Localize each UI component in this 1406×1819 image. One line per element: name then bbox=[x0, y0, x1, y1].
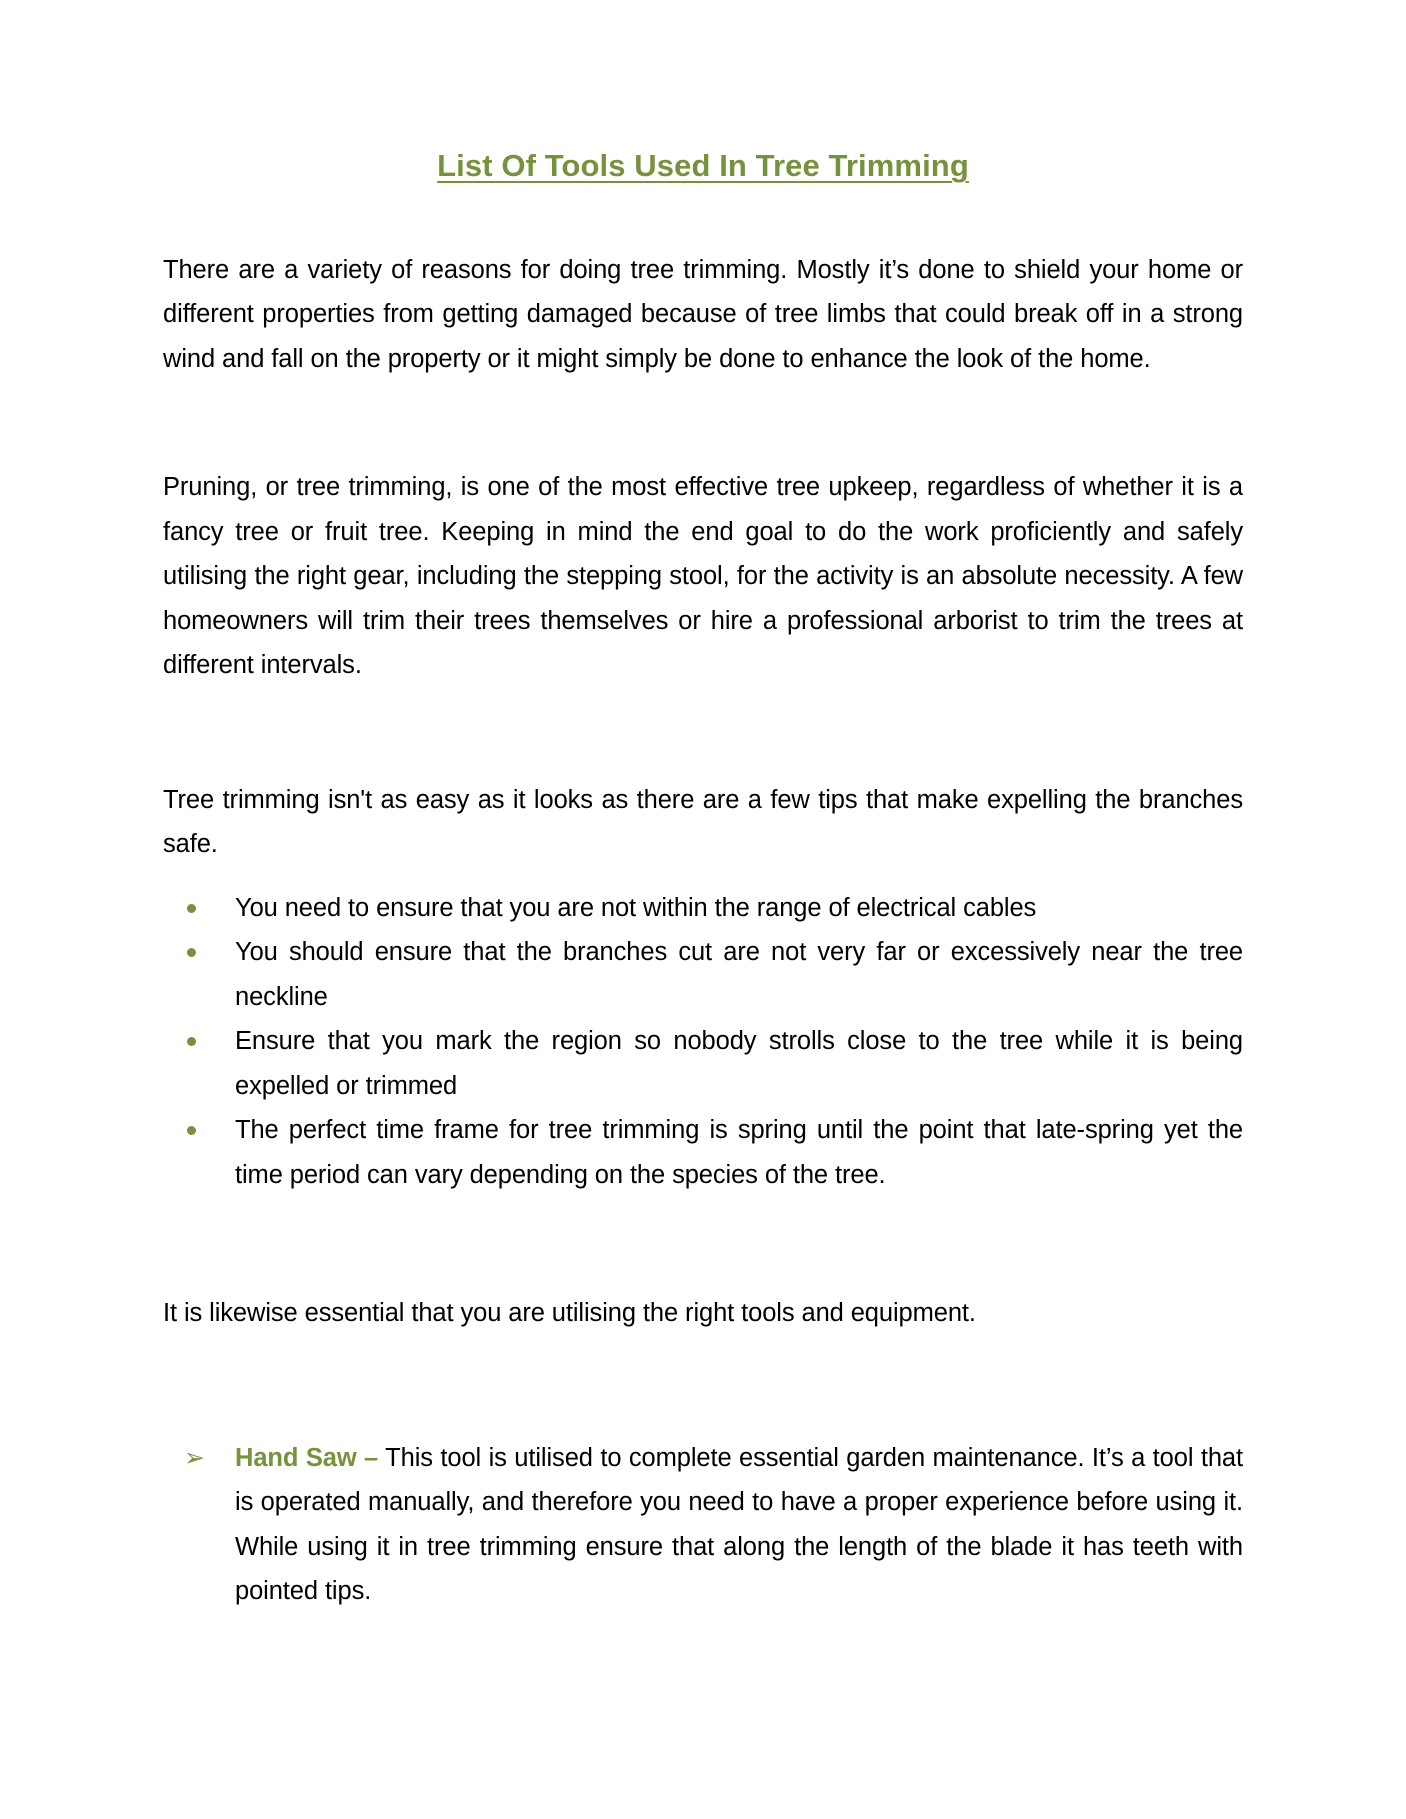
list-item bbox=[163, 930, 1243, 1019]
document-content bbox=[163, 0, 1243, 1614]
tools-arrow-list bbox=[163, 1436, 1243, 1614]
list-item-text: You need to ensure that you are not within the range of electrical cables bbox=[235, 893, 1037, 922]
page-title-text: List Of Tools Used In Tree Trimming bbox=[437, 148, 969, 183]
page-title bbox=[163, 0, 1243, 185]
bullet-dot-icon bbox=[187, 1126, 196, 1135]
paragraph-pruning: Pruning, or tree trimming, is one of the most effective tree upkeep, regardless of whether it is a fancy tree or fruit tree. Keeping in mind the end goal to do the work proficiently and safely utilising the right gear, including the stepping stool, for the activity is an absolute necessity. A few homeowners will trim their trees themselves or hire a professional arborist to trim the trees at different intervals. bbox=[163, 473, 1243, 680]
list-item bbox=[163, 886, 1243, 931]
paragraph-tools-lead: It is likewise essential that you are utilising the right tools and equipment. bbox=[163, 1299, 976, 1328]
bullet-dot-icon bbox=[187, 948, 196, 957]
list-item bbox=[163, 1019, 1243, 1108]
tool-description: This tool is utilised to complete essential garden maintenance. It’s a tool that is operated manually, and therefore you need to have a proper experience before using it. While using it in tree trimming ensure that along the length of the blade it has teeth with pointed tips. bbox=[235, 1443, 1243, 1606]
paragraph-tips-lead: Tree trimming isn't as easy as it looks as there are a few tips that make expelling the branches safe. bbox=[163, 785, 1243, 859]
list-item-text bbox=[235, 1436, 1243, 1614]
list-item-text: You should ensure that the branches cut are not very far or excessively near the tree neckline bbox=[235, 938, 1243, 1011]
list-item-text: The perfect time frame for tree trimming is spring until the point that late-spring yet the time period can vary depending on the species of the tree. bbox=[235, 1116, 1243, 1189]
paragraph-intro: There are a variety of reasons for doing tree trimming. Mostly it’s done to shield your home or different properties from getting damaged because of tree limbs that could break off in a strong wind and fall on the property or it might simply be done to enhance the look of the home. bbox=[163, 255, 1243, 373]
bullet-dot-icon bbox=[187, 1037, 196, 1046]
tool-term: Hand Saw – bbox=[235, 1443, 379, 1472]
list-item-text: Ensure that you mark the region so nobody strolls close to the tree while it is being expelled or trimmed bbox=[235, 1027, 1243, 1100]
list-item bbox=[163, 1436, 1243, 1614]
arrow-bullet-icon: ➢ bbox=[184, 1443, 205, 1472]
list-item bbox=[163, 1108, 1243, 1197]
tips-bullet-list bbox=[163, 886, 1243, 1198]
bullet-dot-icon bbox=[187, 904, 196, 913]
